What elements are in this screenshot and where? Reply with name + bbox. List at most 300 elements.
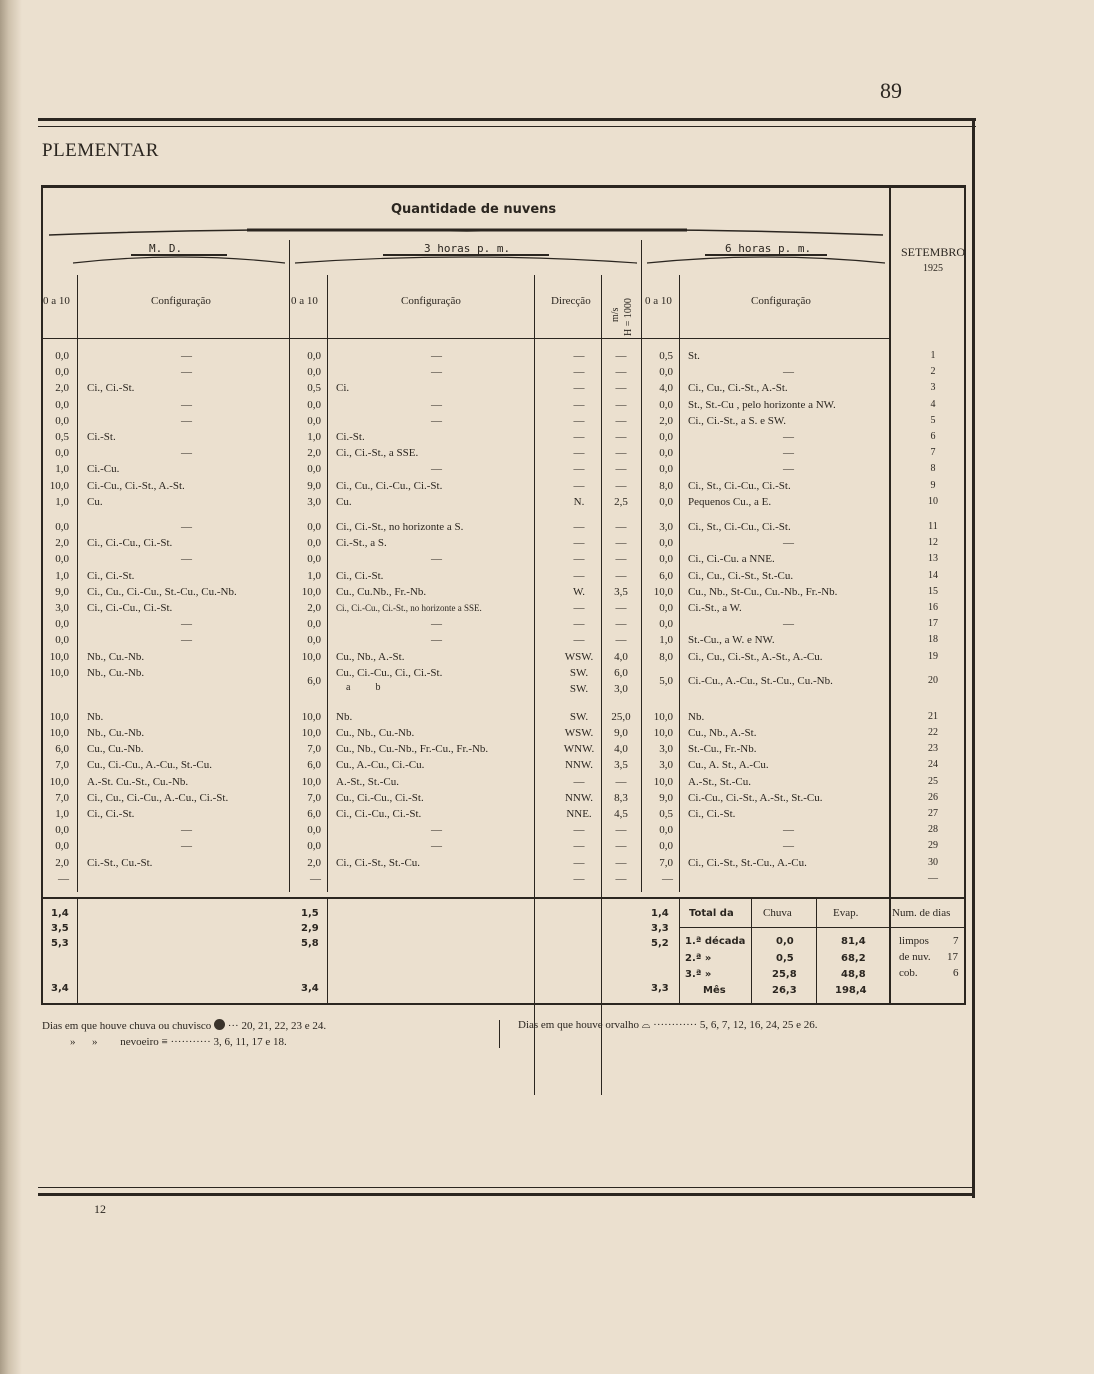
- md-dash: —: [181, 824, 192, 837]
- direction: W.: [572, 585, 586, 598]
- md-dash: —: [181, 618, 192, 631]
- summary-rain-header: Chuva: [763, 907, 792, 919]
- md-config: A.-St. Cu.-St., Cu.-Nb.: [87, 775, 189, 788]
- md-config: Ci., Ci.-Cu., Ci.-St.: [87, 537, 173, 550]
- p3-dash: —: [431, 553, 442, 566]
- summary-p3-3: 5,8: [301, 938, 319, 949]
- direction: WNW.: [563, 743, 595, 756]
- md-value: 2,0: [55, 382, 69, 395]
- p3-value: 0,0: [307, 463, 321, 476]
- day-number: 4: [930, 398, 936, 410]
- md-config: Ci., Ci.-Cu., Ci.-St.: [87, 602, 173, 614]
- table-row: [41, 665, 966, 695]
- md-dash: —: [181, 634, 192, 647]
- summary-md-1: 1,4: [51, 908, 69, 919]
- header-md-brace: [71, 247, 287, 267]
- direction: —: [573, 553, 585, 566]
- wind-speed: —: [615, 447, 627, 460]
- header-md-config: Configuração: [151, 295, 211, 307]
- p6-value: 8,0: [659, 650, 673, 663]
- p3-config: Ci., Ci.-St., no horizonte a S.: [336, 521, 464, 533]
- p6-dash: —: [783, 463, 794, 476]
- p3-config: Cu., A.-Cu., Ci.-Cu.: [336, 759, 425, 772]
- wind-speed: —: [615, 398, 627, 411]
- day-number: —: [928, 872, 938, 884]
- p3-config: Cu., Ci.-Cu., Ci.-St.: [336, 791, 424, 804]
- summary-evap-header: Evap.: [833, 907, 859, 919]
- day-number: 7: [930, 447, 936, 459]
- day-number: 2: [930, 366, 936, 378]
- wind-speed: —: [615, 350, 627, 362]
- summary-period-month: Mês: [703, 985, 726, 996]
- page-number: 89: [880, 78, 902, 103]
- p6-value: 0,0: [659, 495, 673, 508]
- p6-config: Ci., Ci.-St., a S. e SW.: [688, 414, 786, 427]
- wind-speed: —: [615, 602, 627, 614]
- p6-dash: —: [783, 840, 794, 853]
- md-value: 2,0: [55, 856, 69, 869]
- p3-config: Ci., Cu., Ci.-Cu., Ci.-St.: [336, 479, 443, 492]
- p3-config: Cu., Ci.-Cu., Ci., Ci.-St.: [336, 666, 443, 679]
- day-number: 14: [928, 569, 938, 581]
- direction: —: [573, 856, 585, 869]
- md-value: 2,0: [55, 537, 69, 550]
- fog-icon: ≡: [161, 1036, 168, 1048]
- table-row: [41, 822, 966, 838]
- dew-icon: ⌓: [641, 1019, 651, 1031]
- md-config: Nb., Cu.-Nb.: [87, 650, 145, 663]
- p6-config: Pequenos Cu., a E.: [688, 495, 772, 508]
- md-value: 7,0: [55, 791, 69, 804]
- direction: —: [573, 634, 585, 647]
- md-value: 3,0: [55, 602, 69, 614]
- p3-config-sub: a b: [346, 681, 381, 693]
- table-row: [41, 616, 966, 632]
- md-value: 0,0: [55, 414, 69, 427]
- note-fog: [70, 1036, 287, 1048]
- p3-value: 7,0: [307, 743, 321, 756]
- md-value: 0,0: [55, 618, 69, 631]
- p6-dash: —: [783, 537, 794, 550]
- p3-value: 0,0: [307, 366, 321, 379]
- md-config: Ci.-St., Cu.-St.: [87, 856, 153, 869]
- table-row: [41, 413, 966, 429]
- p3-value: 10,0: [301, 650, 321, 663]
- md-dash: —: [181, 350, 192, 362]
- summary-p3-2: 2,9: [301, 923, 319, 934]
- md-dash: —: [181, 366, 192, 379]
- p6-value: 10,0: [653, 710, 673, 723]
- md-value: 0,0: [55, 824, 69, 837]
- md-value: 0,0: [55, 447, 69, 460]
- md-value: 6,0: [55, 743, 69, 756]
- summary-period-2: 2.ª »: [685, 953, 712, 964]
- p3-dash: —: [431, 463, 442, 476]
- p3-value: 0,0: [307, 537, 321, 550]
- direction: —: [573, 569, 585, 582]
- direction: —: [573, 521, 585, 533]
- direction-2: SW.: [569, 682, 589, 695]
- section-title: PLEMENTAR: [42, 140, 159, 161]
- p3-config: Ci.-St., a S.: [336, 537, 387, 550]
- summary-days-overcast-label: cob.: [899, 967, 918, 979]
- md-value: 10,0: [49, 710, 69, 723]
- md-config: Ci., Ci.-St.: [87, 382, 135, 395]
- table-row: [41, 494, 966, 510]
- md-value: 10,0: [49, 775, 69, 788]
- note-rain-days: 20, 21, 22, 23 e 24.: [241, 1020, 327, 1032]
- summary-days-cloudy-label: de nuv.: [899, 951, 931, 963]
- note-rain: [42, 1019, 326, 1032]
- wind-speed: —: [615, 618, 627, 631]
- p3-dash: —: [431, 824, 442, 837]
- day-number: 28: [928, 824, 938, 836]
- p6-config: Ci., Ci.-St., St.-Cu., A.-Cu.: [688, 856, 807, 869]
- p3-value: 2,0: [307, 447, 321, 460]
- direction: NNW.: [564, 791, 593, 804]
- summary-bottom-rule: [41, 1003, 966, 1005]
- summary-rain-2: 0,5: [776, 953, 794, 964]
- note-fog-prefix: » »: [70, 1036, 98, 1048]
- p3-dash: —: [431, 618, 442, 631]
- p6-value: 10,0: [653, 585, 673, 598]
- p3-value: 0,0: [307, 840, 321, 853]
- day-number: 5: [930, 414, 936, 426]
- md-value: 1,0: [55, 569, 69, 582]
- md-value: 7,0: [55, 759, 69, 772]
- p3-value: 0,0: [307, 618, 321, 631]
- p6-config: A.-St., St.-Cu.: [688, 775, 751, 788]
- table-row: [41, 649, 966, 665]
- day-number: 3: [930, 382, 936, 394]
- summary-p3-month: 3,4: [301, 983, 319, 994]
- p3-value: 2,0: [307, 856, 321, 869]
- p3-value: 3,0: [307, 495, 321, 508]
- wind-speed: —: [615, 414, 627, 427]
- md-value: 1,0: [55, 463, 69, 476]
- direction: N.: [573, 495, 585, 508]
- table-row: [41, 600, 966, 616]
- p3-value: 0,0: [307, 350, 321, 362]
- md-value: 1,0: [55, 495, 69, 508]
- summary-rain-3: 25,8: [772, 969, 797, 980]
- table-row: [41, 551, 966, 567]
- p6-config: Ci., Cu., Ci.-St., A.-St.: [688, 382, 788, 395]
- p3-config: Ci., Ci.-Cu., Ci.-St.: [336, 808, 422, 820]
- direction: —: [573, 775, 585, 788]
- direction: —: [573, 602, 585, 614]
- summary-days-clear-value: 7: [953, 935, 959, 947]
- p6-value: 8,0: [659, 479, 673, 492]
- direction: —: [573, 431, 585, 443]
- note-fog-leader: ···········: [170, 1036, 214, 1048]
- header-speed-height: H = 1000: [623, 298, 634, 336]
- md-value: 10,0: [49, 727, 69, 739]
- p6-value: 0,0: [659, 431, 673, 443]
- wind-speed: —: [615, 463, 627, 476]
- wind-speed: —: [615, 521, 627, 533]
- summary-md-month: 3,4: [51, 983, 69, 994]
- p6-value: 0,0: [659, 553, 673, 566]
- day-number: 20: [928, 674, 938, 686]
- footer-page-number: 12: [94, 1202, 106, 1216]
- table-row: [41, 838, 966, 854]
- summary-divider-p3: [327, 897, 328, 1005]
- header-md-range: 0 a 10: [43, 295, 70, 307]
- md-dash: —: [181, 414, 192, 427]
- note-rain-leader: ···: [227, 1020, 242, 1032]
- day-number: 19: [928, 650, 938, 662]
- header-p3-brace: [293, 247, 639, 267]
- p3-value: 0,0: [307, 414, 321, 427]
- p3-value: 10,0: [301, 775, 321, 788]
- p6-value: 10,0: [653, 775, 673, 788]
- summary-period-1: 1.ª década: [685, 936, 746, 947]
- p3-value: 0,0: [307, 634, 321, 647]
- p6-value: 3,0: [659, 743, 673, 756]
- wind-speed-2: 3,0: [614, 682, 628, 695]
- direction: —: [573, 447, 585, 460]
- header-p3-config: Configuração: [401, 295, 461, 307]
- md-config: Ci., Cu., Ci.-Cu., A.-Cu., Ci.-St.: [87, 791, 229, 804]
- direction: —: [573, 350, 585, 362]
- day-number: 18: [928, 634, 938, 646]
- header-bottom-rule: [43, 338, 889, 339]
- p6-value: 0,0: [659, 618, 673, 631]
- note-dew-label: Dias em que houve orvalho: [518, 1019, 639, 1031]
- p3-value: —: [310, 872, 321, 885]
- p3-value: 1,0: [307, 431, 321, 443]
- summary-p6-3: 5,2: [651, 938, 669, 949]
- summary-rain-month: 26,3: [772, 985, 797, 996]
- md-config: Ci., Ci.-St.: [87, 808, 135, 820]
- summary-days-clear-label: limpos: [899, 935, 929, 947]
- p3-value: 2,0: [307, 602, 321, 614]
- rain-icon: [214, 1019, 225, 1030]
- wind-speed: —: [615, 431, 627, 443]
- day-number: 8: [930, 463, 936, 475]
- p6-value: 0,0: [659, 447, 673, 460]
- md-dash: —: [181, 521, 192, 533]
- md-value: 0,0: [55, 398, 69, 411]
- table-row: [41, 568, 966, 584]
- p3-config: Cu., Cu.Nb., Fr.-Nb.: [336, 585, 427, 598]
- p6-value: 2,0: [659, 414, 673, 427]
- direction: NNW.: [564, 759, 593, 772]
- wind-speed: —: [615, 824, 627, 837]
- md-dash: —: [181, 840, 192, 853]
- md-config: Nb., Cu.-Nb.: [87, 727, 145, 739]
- day-number: 15: [928, 585, 938, 597]
- p3-config: A.-St., St.-Cu.: [336, 775, 399, 788]
- p6-dash: —: [783, 366, 794, 379]
- p3-dash: —: [431, 634, 442, 647]
- p3-config: Ci., Ci.-Cu., Ci.-St., no horizonte a SSE.: [336, 603, 482, 613]
- p6-dash: —: [783, 824, 794, 837]
- md-dash: —: [181, 553, 192, 566]
- p6-config: Ci., Cu., Ci.-St., St.-Cu.: [688, 569, 794, 582]
- direction: —: [573, 366, 585, 379]
- p6-value: —: [662, 872, 673, 885]
- direction: —: [573, 872, 585, 885]
- md-value: 0,0: [55, 521, 69, 533]
- p3-config: Ci.: [336, 382, 350, 395]
- p3-dash: —: [431, 366, 442, 379]
- header-p3: 3 horas p. m.: [424, 242, 511, 255]
- p3-value: 0,0: [307, 824, 321, 837]
- day-number: 25: [928, 775, 938, 787]
- day-number: 22: [928, 727, 938, 738]
- table-row: [41, 632, 966, 648]
- p6-value: 3,0: [659, 759, 673, 772]
- wind-speed: 3,5: [614, 759, 628, 772]
- md-config: Nb., Cu.-Nb.: [87, 666, 145, 679]
- table-row: [41, 429, 966, 445]
- summary-days-overcast-value: 6: [953, 967, 959, 979]
- wind-speed: —: [615, 872, 627, 885]
- header-speed: [606, 270, 636, 340]
- note-dew-leader: ············: [653, 1019, 700, 1031]
- direction: —: [573, 463, 585, 476]
- wind-speed: —: [615, 382, 627, 395]
- summary-p6-2: 3,3: [651, 923, 669, 934]
- p6-config: Cu., A. St., A.-Cu.: [688, 759, 769, 772]
- direction: NNE.: [566, 808, 592, 820]
- table-row: [41, 535, 966, 551]
- md-value: 9,0: [55, 585, 69, 598]
- md-value: 10,0: [49, 650, 69, 663]
- wind-speed: —: [615, 569, 627, 582]
- p6-value: 0,0: [659, 398, 673, 411]
- direction: —: [573, 537, 585, 550]
- p6-dash: —: [783, 618, 794, 631]
- p6-config: Ci.-Cu., Ci.-St., A.-St., St.-Cu.: [688, 791, 823, 804]
- table-row: [41, 790, 966, 806]
- md-value: 0,0: [55, 350, 69, 362]
- header-md: M. D.: [149, 242, 183, 255]
- table-row: [41, 397, 966, 413]
- notes-divider: [499, 1020, 500, 1048]
- summary-divider-md: [77, 897, 78, 1005]
- direction: —: [573, 618, 585, 631]
- wind-speed: —: [615, 537, 627, 550]
- p3-config: Ci.-St.: [336, 431, 365, 443]
- p3-value: 6,0: [307, 674, 321, 687]
- day-number: 11: [928, 521, 938, 532]
- header-direction: Direcção: [551, 295, 591, 307]
- p3-value: 6,0: [307, 808, 321, 820]
- day-number: 17: [928, 618, 938, 630]
- p6-config: St.: [688, 350, 700, 362]
- header-month: SETEMBRO: [900, 245, 965, 259]
- p6-config: Ci., Ci.-Cu. a NNE.: [688, 553, 775, 566]
- summary-p6-1: 1,4: [651, 908, 669, 919]
- wind-speed: 8,3: [614, 791, 628, 804]
- day-number: 12: [928, 537, 938, 549]
- md-value: 10,0: [49, 479, 69, 492]
- summary-p3-1: 1,5: [301, 908, 319, 919]
- header-p6: 6 horas p. m.: [725, 242, 812, 255]
- summary-p6-month: 3,3: [651, 983, 669, 994]
- p6-value: 5,0: [659, 674, 673, 687]
- p6-value: 0,5: [659, 350, 673, 362]
- day-number: 6: [930, 431, 936, 442]
- wind-speed: —: [615, 634, 627, 647]
- md-value: 0,5: [55, 431, 69, 443]
- table-row: [41, 774, 966, 790]
- p3-value: 1,0: [307, 569, 321, 582]
- table-row: [41, 584, 966, 600]
- p6-value: 9,0: [659, 791, 673, 804]
- p3-value: 0,0: [307, 398, 321, 411]
- summary-days-rule: [889, 927, 966, 928]
- day-number: 16: [928, 602, 938, 613]
- day-number: 23: [928, 743, 938, 755]
- p3-dash: —: [431, 398, 442, 411]
- header-p6-config: Configuração: [751, 295, 811, 307]
- day-number: 30: [928, 856, 938, 868]
- md-config: Cu.: [87, 495, 103, 508]
- summary-evap-month: 198,4: [835, 985, 867, 996]
- p3-dash: —: [431, 840, 442, 853]
- wind-speed: —: [615, 775, 627, 788]
- table-row: [41, 519, 966, 535]
- md-value: —: [58, 872, 69, 885]
- day-number: 9: [930, 479, 936, 491]
- note-rain-label: Dias em que houve chuva ou chuvisco: [42, 1020, 212, 1032]
- wind-speed: —: [615, 553, 627, 566]
- wind-speed: —: [615, 840, 627, 853]
- p3-config: Ci., Ci.-St., a SSE.: [336, 447, 419, 460]
- p3-value: 10,0: [301, 727, 321, 739]
- p6-config: St.-Cu., a W. e NW.: [688, 634, 775, 647]
- right-rule: [972, 118, 975, 1198]
- p3-value: 6,0: [307, 759, 321, 772]
- direction: WSW.: [564, 727, 594, 739]
- summary-md-2: 3,5: [51, 923, 69, 934]
- md-value: 0,0: [55, 840, 69, 853]
- day-number: 13: [928, 553, 938, 565]
- p6-value: 0,5: [659, 808, 673, 820]
- md-config: Ci., Ci.-St.: [87, 569, 135, 582]
- p3-value: 9,0: [307, 479, 321, 492]
- summary-totals-header: Total da: [689, 908, 734, 919]
- wind-speed: 3,5: [614, 585, 628, 598]
- summary-head-rule: [679, 927, 889, 928]
- table-row: [41, 364, 966, 380]
- day-number: 26: [928, 791, 938, 803]
- wind-speed: —: [615, 479, 627, 492]
- summary-days-header: Num. de dias: [892, 907, 951, 919]
- wind-speed: 4,5: [614, 808, 628, 820]
- p6-value: 0,0: [659, 824, 673, 837]
- md-config: Cu., Cu.-Nb.: [87, 743, 144, 756]
- table-row: [41, 445, 966, 461]
- p3-config: Ci., Ci.-St., St.-Cu.: [336, 856, 421, 869]
- p6-value: 1,0: [659, 634, 673, 647]
- bottom-rule: [38, 1187, 974, 1196]
- summary-divider-p6: [679, 897, 680, 1005]
- p3-config: Ci., Ci.-St.: [336, 569, 384, 582]
- p6-config: Cu., Nb., A.-St.: [688, 727, 757, 739]
- header-year: 1925: [923, 263, 943, 274]
- day-number: 21: [928, 710, 938, 722]
- summary-divider-rain: [751, 897, 752, 1005]
- summary-evap-1: 81,4: [841, 936, 866, 947]
- p6-config: Ci.-Cu., A.-Cu., St.-Cu., Cu.-Nb.: [688, 674, 833, 687]
- header-p6-brace: [645, 247, 887, 267]
- table-row: [41, 806, 966, 822]
